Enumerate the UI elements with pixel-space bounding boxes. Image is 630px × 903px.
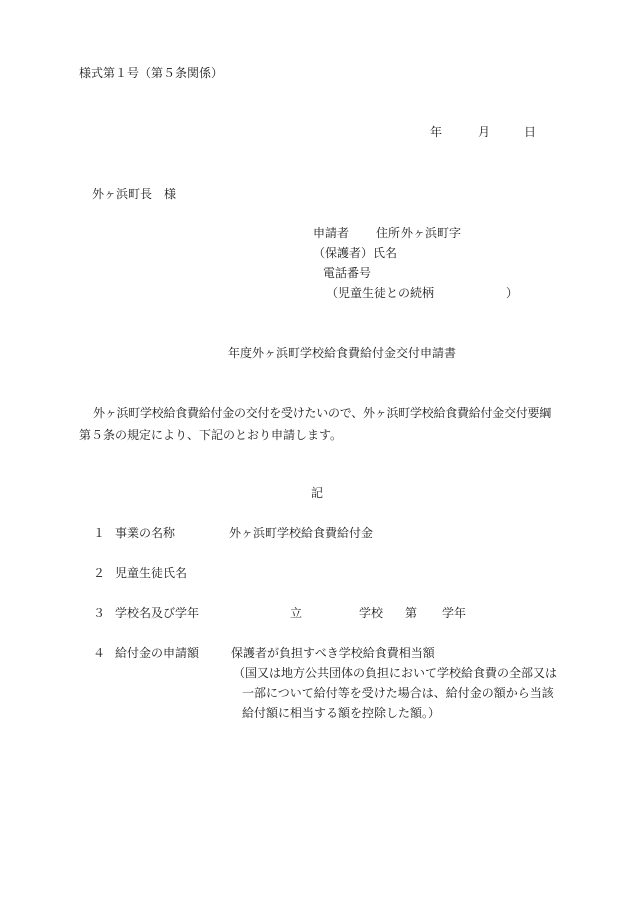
relationship-label: （児童生徒との続柄 [326, 286, 435, 300]
form-number: 様式第１号（第５条関係） [79, 66, 224, 80]
guardian-name-label: （保護者）氏名 [313, 246, 398, 260]
addressee: 外ヶ浜町長 様 [92, 187, 177, 201]
item-label-school-grade: 学校名及び学年 [115, 606, 200, 620]
item-value-project-name: 外ヶ浜町学校給食費給付金 [229, 526, 374, 540]
school-ritsu-label: 立 [290, 606, 303, 620]
phone-label: 電話番号 [323, 266, 372, 280]
applicant-label: 申請者 [313, 226, 350, 240]
grade-label: 学年 [442, 606, 467, 620]
item-number: １ [93, 526, 106, 540]
amount-note-line-2: 一部について給付等を受けた場合は、給付金の額から当該 [242, 686, 554, 700]
address-label: 住所 [376, 226, 401, 240]
item-number: ４ [93, 646, 106, 660]
item-number: ２ [93, 566, 106, 580]
item-label-student-name: 児童生徒氏名 [115, 566, 188, 580]
item-label-project-name: 事業の名称 [115, 526, 176, 540]
amount-note-line-3: 給付額に相当する額を控除した額。） [242, 706, 441, 720]
body-line-1: 外ヶ浜町学校給食費給付金の交付を受けたいので、外ヶ浜町学校給食費給付金交付要綱 [93, 406, 552, 420]
item-label-amount: 給付金の申請額 [115, 646, 200, 660]
date-year-label: 年 [430, 125, 443, 139]
body-line-2: 第５条の規定により、下記のとおり申請します。 [79, 428, 343, 442]
school-label: 学校 [359, 606, 384, 620]
grade-dai-label: 第 [405, 606, 418, 620]
date-month-label: 月 [478, 125, 491, 139]
item-number: ３ [93, 606, 106, 620]
address-value: 外ヶ浜町字 [401, 226, 462, 240]
document-title: 年度外ヶ浜町学校給食費給付金交付申請書 [228, 346, 457, 360]
amount-note-line-1: （国又は地方公共団体の負担において学校給食費の全部又は [233, 666, 558, 680]
relationship-close-paren: ） [506, 286, 519, 300]
date-day-label: 日 [524, 125, 537, 139]
item-value-amount: 保護者が負担すべき学校給食費相当額 [231, 646, 435, 660]
ki-heading: 記 [311, 486, 324, 500]
